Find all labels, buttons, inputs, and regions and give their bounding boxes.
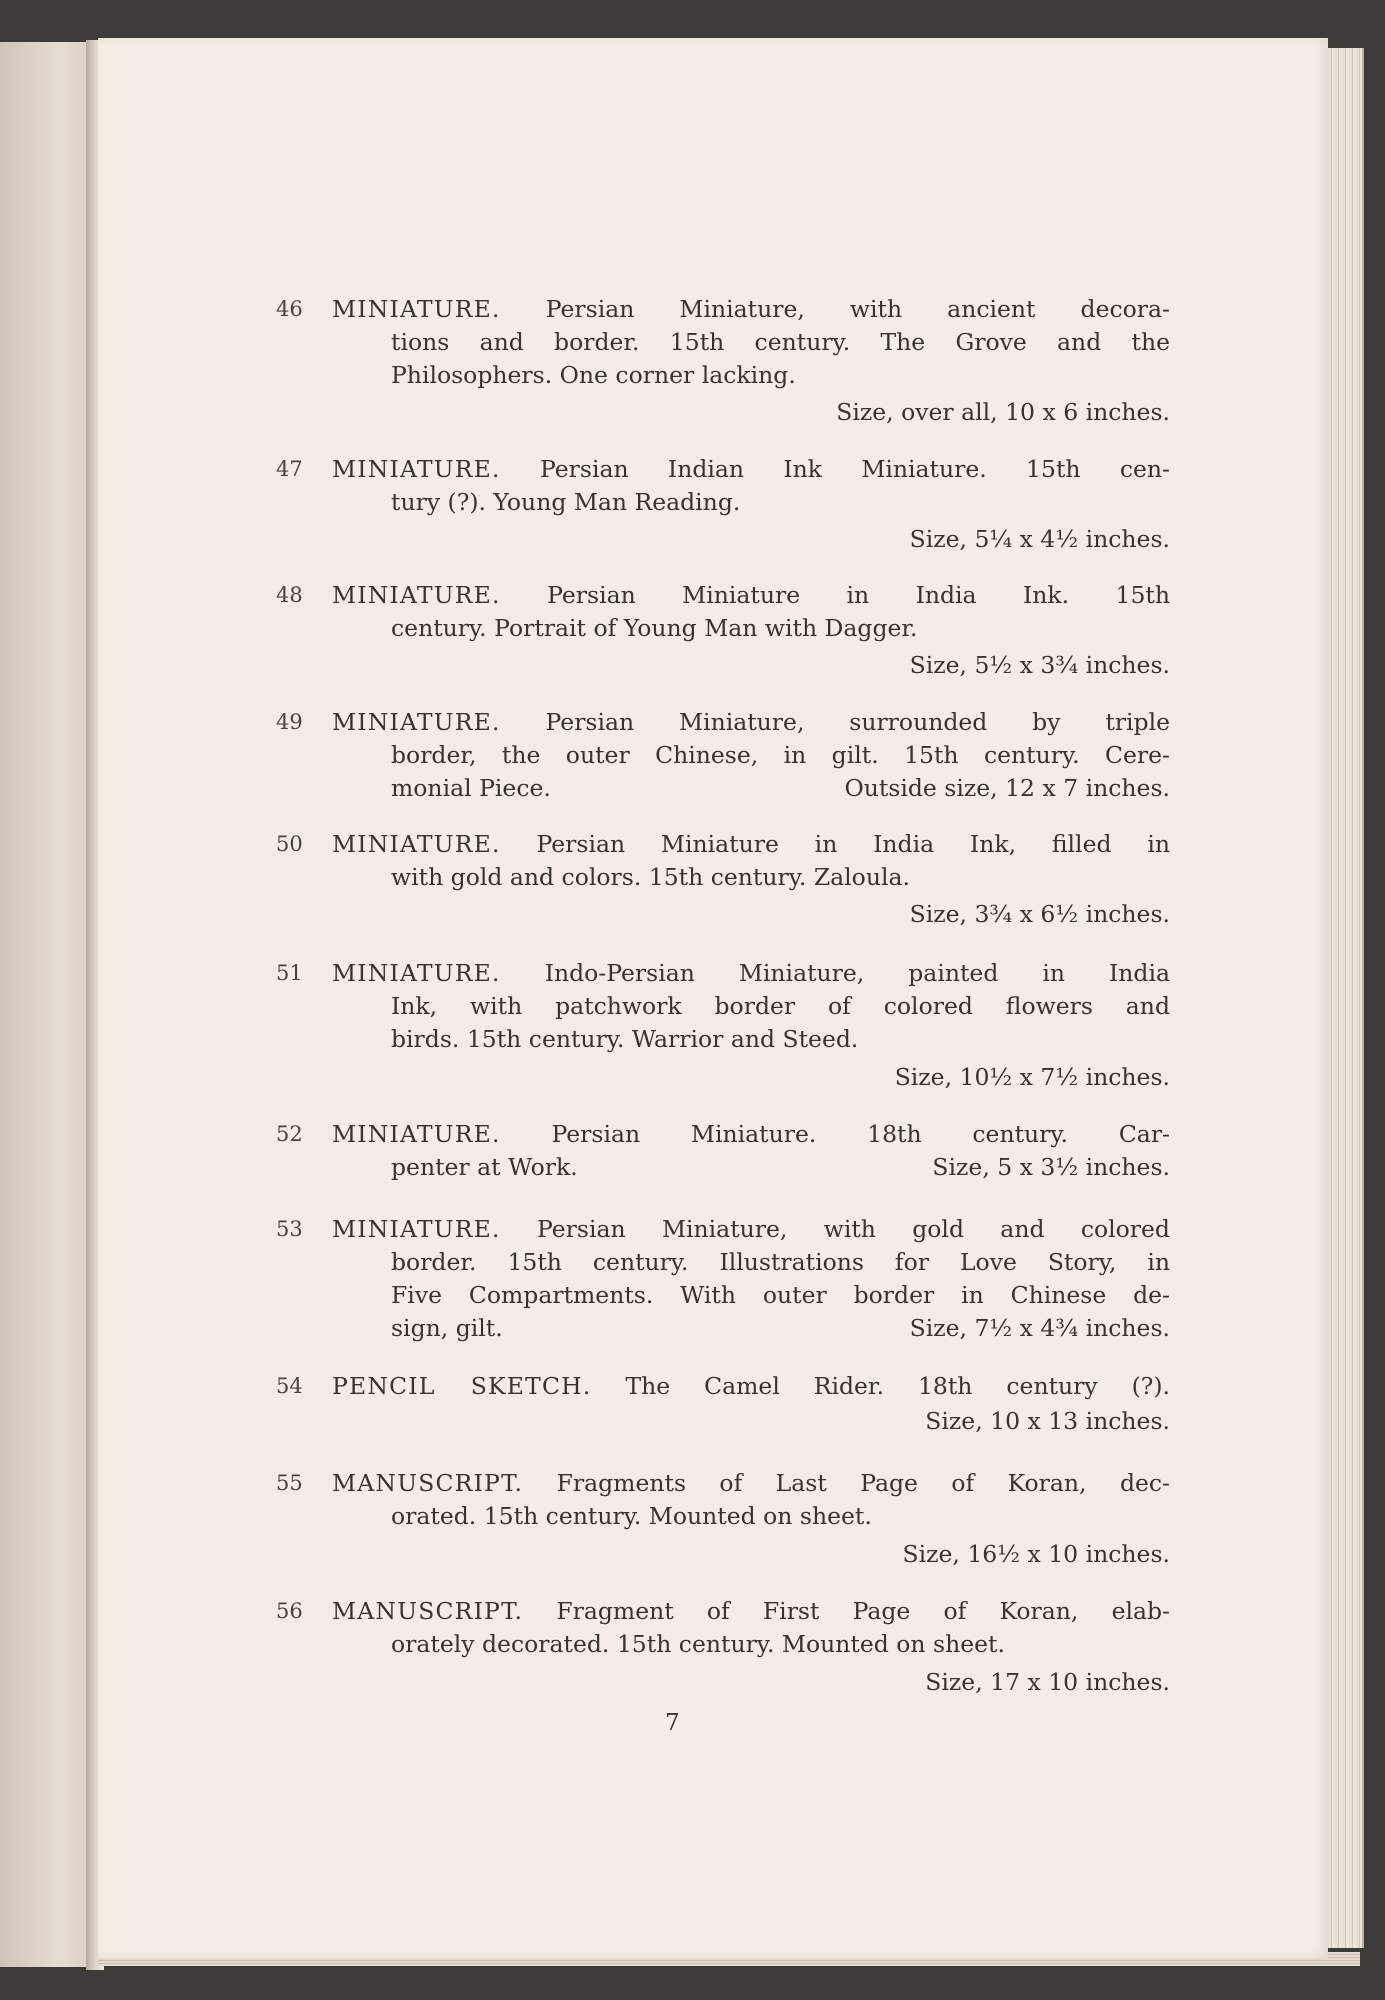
entry-number: 55	[276, 1471, 303, 1495]
entry-first-line	[332, 957, 1170, 990]
entry-first-line	[332, 1467, 1170, 1500]
entry-number: 50	[276, 832, 303, 856]
entry-title: MANUSCRIPT.	[332, 1597, 524, 1625]
entry-title: MINIATURE.	[332, 455, 501, 483]
entry-size: Outside size, 12 x 7 inches.	[844, 774, 1170, 802]
entry-size: Size, 5 x 3½ inches.	[932, 1153, 1170, 1181]
entry-text: The Camel Rider. 18th century (?).	[625, 1372, 1170, 1400]
entry-text: Fragments of Last Page of Koran, dec-	[556, 1469, 1170, 1497]
entry-text: Philosophers. One corner lacking.	[391, 361, 796, 389]
entry-size: Size, 17 x 10 inches.	[925, 1668, 1170, 1696]
entry-text: Persian Miniature, with ancient decora-	[545, 295, 1170, 323]
entry-number: 48	[276, 583, 303, 607]
entry-number: 51	[276, 961, 303, 985]
entry-first-line	[332, 579, 1170, 612]
entry-first-line	[332, 293, 1170, 326]
entry-number: 56	[276, 1599, 303, 1623]
entry-text: Persian Miniature, surrounded by triple	[545, 708, 1170, 736]
entry-size: Size, 7½ x 4¾ inches.	[909, 1314, 1170, 1342]
entry-text: border, the outer Chinese, in gilt. 15th century. Cere-	[391, 741, 1170, 769]
entry-size: Size, 3¾ x 6½ inches.	[909, 900, 1170, 928]
entry-text: with gold and colors. 15th century. Zaloula.	[391, 863, 910, 891]
entry-title: PENCIL SKETCH.	[332, 1372, 592, 1400]
entry-first-line	[332, 828, 1170, 861]
entry-title: MINIATURE.	[332, 1120, 501, 1148]
entry-size: Size, 16½ x 10 inches.	[902, 1540, 1170, 1568]
entry-number: 46	[276, 297, 303, 321]
entry-text: sign, gilt.	[391, 1314, 503, 1342]
catalog-page	[98, 38, 1328, 1958]
entry-first-line	[332, 1595, 1170, 1628]
entry-title: MINIATURE.	[332, 830, 501, 858]
entry-text: tions and border. 15th century. The Grove and the	[391, 328, 1170, 356]
entry-text: orately decorated. 15th century. Mounted on sheet.	[391, 1630, 1005, 1658]
entry-number: 52	[276, 1122, 303, 1146]
entry-first-line	[332, 1118, 1170, 1151]
entry-text: century. Portrait of Young Man with Dagger.	[391, 614, 918, 642]
entry-first-line	[332, 706, 1170, 739]
entry-size: Size, 10½ x 7½ inches.	[894, 1063, 1170, 1091]
page-number: 7	[665, 1710, 680, 1736]
entry-size: Size, 5¼ x 4½ inches.	[909, 525, 1170, 553]
entry-title: MINIATURE.	[332, 959, 501, 987]
entry-text: Persian Indian Ink Miniature. 15th cen-	[540, 455, 1170, 483]
left-page-edge	[0, 42, 98, 1967]
entry-number: 49	[276, 710, 303, 734]
entry-text: monial Piece.	[391, 774, 551, 802]
entry-size: Size, 5½ x 3¾ inches.	[909, 651, 1170, 679]
entry-text: Ink, with patchwork border of colored flowers and	[391, 992, 1170, 1020]
entry-size: Size, over all, 10 x 6 inches.	[836, 398, 1170, 426]
entry-first-line	[332, 453, 1170, 486]
entry-text: Persian Miniature, with gold and colored	[537, 1215, 1170, 1243]
entry-text: Persian Miniature. 18th century. Car-	[551, 1120, 1170, 1148]
entry-number: 47	[276, 457, 303, 481]
page-stack-edge	[1328, 48, 1364, 1948]
entry-number: 54	[276, 1374, 303, 1398]
entry-text: Indo-Persian Miniature, painted in India	[544, 959, 1170, 987]
entry-text: Persian Miniature in India Ink, filled in	[536, 830, 1170, 858]
entry-number: 53	[276, 1217, 303, 1241]
entry-text: Fragment of First Page of Koran, elab-	[556, 1597, 1170, 1625]
entry-text: orated. 15th century. Mounted on sheet.	[391, 1502, 872, 1530]
entry-text: birds. 15th century. Warrior and Steed.	[391, 1025, 859, 1053]
entry-text: border. 15th century. Illustrations for Love Story, in	[391, 1248, 1170, 1276]
entry-title: MINIATURE.	[332, 708, 501, 736]
entry-title: MINIATURE.	[332, 581, 501, 609]
entry-first-line	[332, 1213, 1170, 1246]
entry-title: MINIATURE.	[332, 295, 501, 323]
entry-text: Five Compartments. With outer border in Chinese de-	[391, 1281, 1170, 1309]
entry-size: Size, 10 x 13 inches.	[925, 1407, 1170, 1435]
entry-first-line	[332, 1370, 1170, 1403]
entry-title: MINIATURE.	[332, 1215, 501, 1243]
entry-text: tury (?). Young Man Reading.	[391, 488, 741, 516]
entry-text: penter at Work.	[391, 1153, 578, 1181]
catalog-content	[98, 38, 1328, 1958]
entry-title: MANUSCRIPT.	[332, 1469, 524, 1497]
entry-text: Persian Miniature in India Ink. 15th	[547, 581, 1170, 609]
